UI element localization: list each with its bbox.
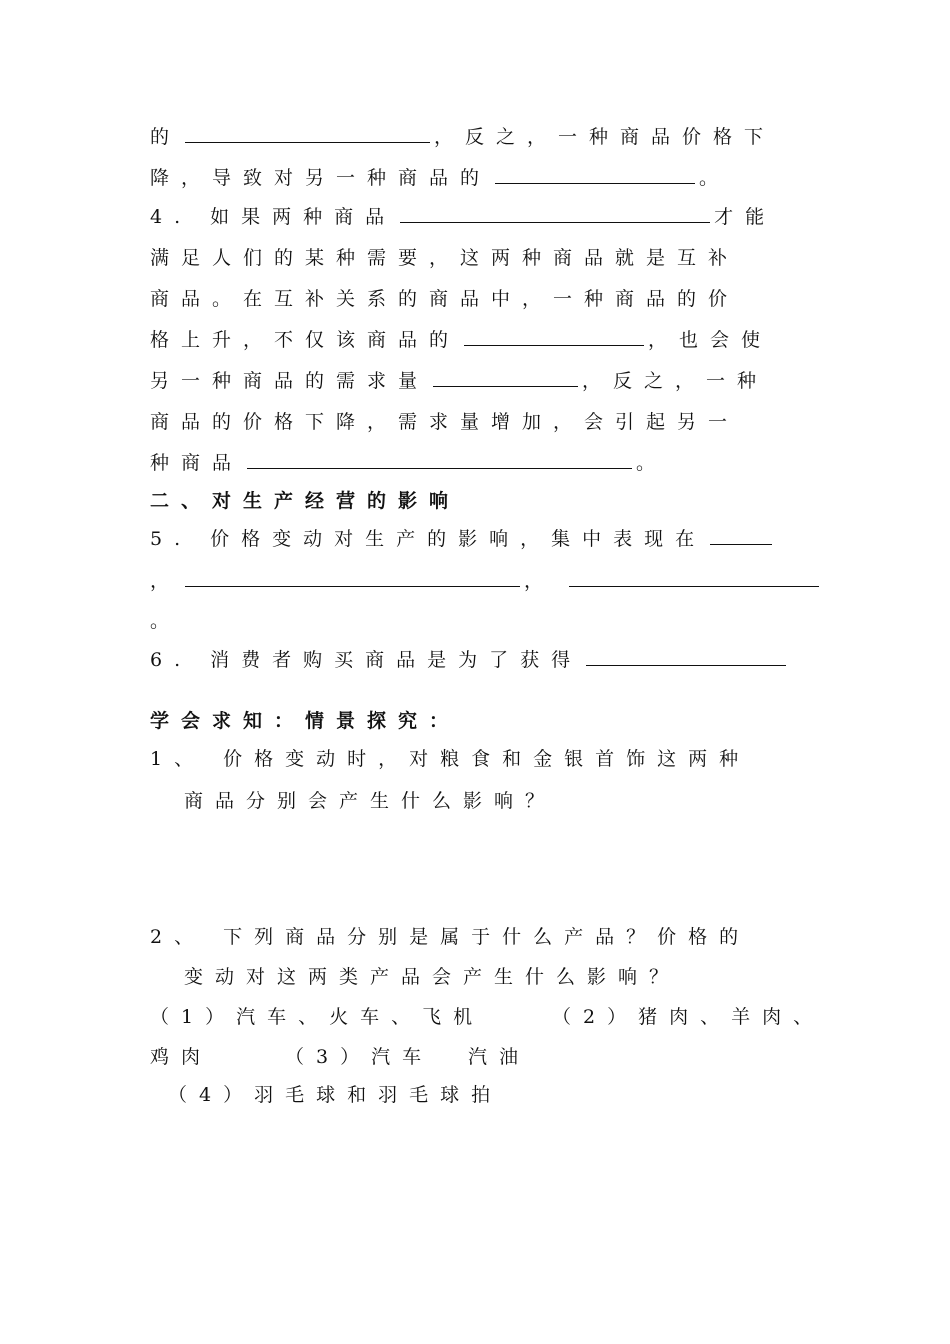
inquiry-2-line-4c xyxy=(468,1044,530,1070)
text: 6. 消费者购买商品是为了获得 xyxy=(150,649,583,671)
fill-blank[interactable] xyxy=(710,526,772,545)
inquiry-2-line-3 xyxy=(150,1004,484,1030)
text: （4）羽毛球和羽毛球拍 xyxy=(168,1084,503,1106)
inquiry-2-line-1 xyxy=(150,924,750,950)
heading-text: 二、对生产经营的影响 xyxy=(150,490,461,512)
question-5-line-1 xyxy=(150,526,776,552)
fill-blank[interactable] xyxy=(247,450,632,469)
text: （3）汽车 xyxy=(285,1046,434,1068)
text: 。 xyxy=(150,610,182,632)
question-4-line-7 xyxy=(150,450,667,476)
inquiry-1-line-2 xyxy=(184,788,556,814)
inquiry-2-line-4 xyxy=(150,1044,212,1070)
text: 格上升，不仅该商品的 xyxy=(150,329,461,351)
text: （1）汽车、火车、飞机 xyxy=(150,1006,485,1028)
heading-text: 学会求知：情景探究： xyxy=(150,710,461,732)
text-line-1 xyxy=(150,124,775,150)
fill-blank[interactable] xyxy=(495,165,695,184)
question-4-line-4 xyxy=(150,327,772,353)
text: 满足人们的某种需要，这两种商品就是互补 xyxy=(150,247,740,269)
question-4-line-3 xyxy=(150,286,739,312)
inquiry-1-line-1 xyxy=(150,746,750,772)
text: 商品分别会产生什么影响？ xyxy=(184,790,557,812)
text-line-2 xyxy=(150,165,730,191)
section-heading-2 xyxy=(150,488,460,514)
inquiry-2-line-4b xyxy=(285,1044,433,1070)
text: 商品。在互补关系的商品中，一种商品的价 xyxy=(150,288,740,310)
text: ， xyxy=(524,570,556,592)
text: 才能 xyxy=(714,206,777,228)
text: 的 xyxy=(150,126,182,148)
question-5-line-2 xyxy=(150,568,823,594)
text: ，反之，一种商品价格下 xyxy=(434,126,776,148)
text: ，也会使 xyxy=(648,329,773,351)
fill-blank[interactable] xyxy=(586,647,786,666)
text: 鸡肉 xyxy=(150,1046,213,1068)
question-6-line xyxy=(150,647,790,673)
text: 2、 下列商品分别是属于什么产品？价格的 xyxy=(150,926,751,948)
text: 4. 如果两种商品 xyxy=(150,206,397,228)
text: ， xyxy=(150,570,182,592)
fill-blank[interactable] xyxy=(185,124,430,143)
text: 商品的价格下降，需求量增加，会引起另一 xyxy=(150,411,740,433)
question-4-line-2 xyxy=(150,245,739,271)
text: 1、 价格变动时，对粮食和金银首饰这两种 xyxy=(150,748,751,770)
fill-blank[interactable] xyxy=(185,568,520,587)
inquiry-2-line-2 xyxy=(184,964,680,990)
text: （2）猪肉、羊肉、 xyxy=(552,1006,825,1028)
fill-blank[interactable] xyxy=(464,327,644,346)
fill-blank[interactable] xyxy=(569,568,819,587)
inquiry-2-line-5 xyxy=(168,1082,502,1108)
text: 降，导致对另一种商品的 xyxy=(150,167,492,189)
fill-blank[interactable] xyxy=(400,204,710,223)
question-4-line-1 xyxy=(150,204,776,230)
text: 变动对这两类产品会产生什么影响？ xyxy=(184,966,681,988)
fill-blank[interactable] xyxy=(433,368,578,387)
text: 汽油 xyxy=(468,1046,531,1068)
text: 。 xyxy=(636,452,668,474)
text: ，反之，一种 xyxy=(582,370,769,392)
section-heading-3 xyxy=(150,708,460,734)
text: 。 xyxy=(699,167,731,189)
question-4-line-5 xyxy=(150,368,768,394)
question-5-line-3 xyxy=(150,608,181,634)
question-4-line-6 xyxy=(150,409,739,435)
text: 5. 价格变动对生产的影响，集中表现在 xyxy=(150,528,707,550)
text: 种商品 xyxy=(150,452,244,474)
text: 另一种商品的需求量 xyxy=(150,370,430,392)
inquiry-2-line-3b xyxy=(552,1004,824,1030)
